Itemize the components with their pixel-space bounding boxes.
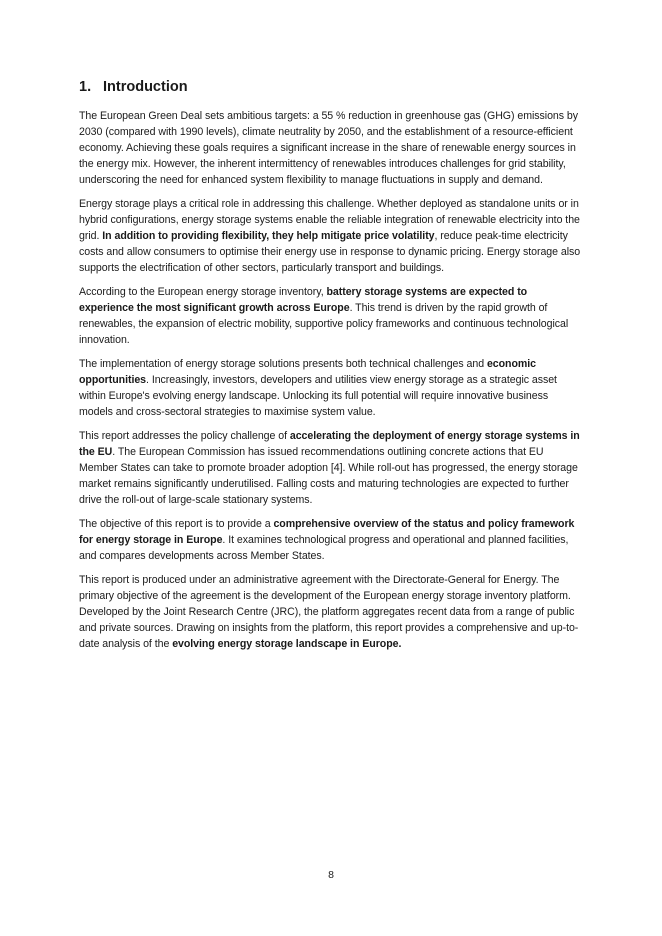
text-run: . It examines technological progress and operational and planned facilities, and compares developments across Member States. [79,534,569,562]
bold-text: In addition to providing flexibility, they help mitigate price volatility [102,230,435,242]
paragraph [79,196,582,276]
paragraph [79,284,582,348]
text-run: According to the European energy storage inventory, [79,286,327,298]
body-text [79,108,582,660]
paragraph [79,572,582,652]
bold-text: evolving energy storage landscape in Europe. [172,638,402,650]
section-number: 1. [79,79,92,95]
paragraph [79,356,582,420]
text-run: . Increasingly, investors, developers and utilities view energy storage as a strategic asset within Europe's evolving energy landscape. Unlocking its full potential will require innovative business models and cross-sectoral strategies to maximise system value. [79,374,557,418]
text-run: The European Green Deal sets ambitious targets: a 55 % reduction in greenhouse gas (GHG) emissions by 2030 (compared with 1990 levels), climate neutrality by 2050, and the establishment of a resource-efficient economy. Achieving these goals requires a significant increase in the share of renewable energy sources in the energy mix. However, the inherent intermittency of renewables introduces challenges for grid stability, underscoring the need for enhanced system flexibility to manage fluctuations in supply and demand. [79,110,579,186]
text-run: Energy storage plays a critical role in addressing this challenge. Whether deployed as standalone units or in hybrid configurations, energy storage systems enable the reliable integration of renewable electricity into the grid. [79,198,580,242]
text-run: This report addresses the policy challenge of [79,430,290,442]
page-number: 8 [328,869,334,881]
text-run: The objective of this report is to provide a [79,518,274,530]
text-run: . The European Commission has issued recommendations outlining concrete actions that EU Member States can take to promote broader adoption [4]. While roll-out has progressed, the energy storage market remains significantly underutilised. Falling costs and maturing technologies are expected to further drive the roll-out of large-scale stationary systems. [79,446,578,506]
text-run: , reduce peak-time electricity costs and allow consumers to optimise their energy use in response to dynamic pricing. Energy storage also supports the electrification of other sectors, particularly transport and buildings. [79,230,581,274]
bold-text: economic opportunities [79,358,536,386]
text-run: The implementation of energy storage solutions presents both technical challenges and [79,358,487,370]
section-title: Introduction [103,79,188,95]
paragraph [79,428,582,508]
text-run: . This trend is driven by the rapid growth of renewables, the expansion of electric mobility, supportive policy frameworks and continuous technological innovation. [79,302,569,346]
bold-text: battery storage systems are expected to experience the most significant growth across Europe [79,286,528,314]
section-heading [79,79,188,95]
paragraph [79,516,582,564]
text-run: This report is produced under an administrative agreement with the Directorate-General for Energy. The primary objective of the agreement is the development of the European energy storage inventory platform. Developed by the Joint Research Centre (JRC), the platform aggregates recent data from a range of public and private sources. Drawing on insights from the platform, this report provides a comprehensive and up-to-date analysis of the [79,574,579,650]
bold-text: comprehensive overview of the status and policy framework for energy storage in Europe [79,518,575,546]
bold-text: accelerating the deployment of energy storage systems in the EU [79,430,580,458]
paragraph [79,108,582,188]
